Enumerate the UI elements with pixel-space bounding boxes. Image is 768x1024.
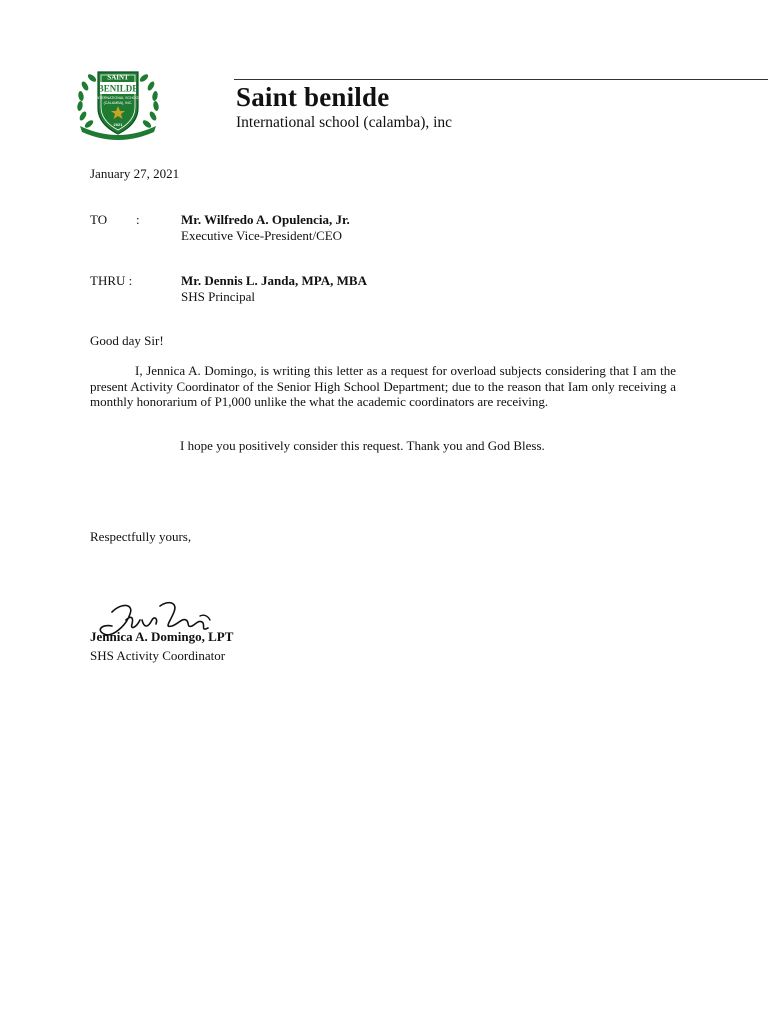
greeting: Good day Sir!: [90, 333, 164, 348]
complimentary-close: Respectfully yours,: [90, 529, 192, 544]
thru-label: THRU :: [90, 273, 133, 288]
closing-paragraph: [90, 438, 545, 454]
recipient-title: Executive Vice-President/CEO: [181, 228, 343, 243]
letterhead: [74, 62, 704, 142]
to-label: TO: [90, 212, 108, 227]
signer-title: SHS Activity Coordinator: [90, 648, 226, 663]
seal-text-place: (CALAMBA), INC.: [103, 101, 133, 105]
seal-text-top: SAINT: [107, 73, 129, 82]
body-paragraph: I, Jennica A. Domingo, is writing this letter as a request for overload subjects considering that I am the present Activity Coordinator of the Senior High School Department; due to the reason that Iam only receiving a monthly honorarium of P1,000 unlike the what the academic coordinators are receiving.: [90, 363, 676, 409]
closing-line: I hope you positively consider this request. Thank you and God Bless.: [180, 438, 545, 453]
thru-title: SHS Principal: [181, 289, 256, 304]
school-name: Saint benilde: [236, 82, 390, 112]
letter-date: January 27, 2021: [90, 166, 180, 181]
thru-name: Mr. Dennis L. Janda, MPA, MBA: [181, 273, 367, 288]
to-colon: :: [136, 212, 140, 227]
seal-year: 2021: [113, 122, 123, 127]
school-seal-logo: [74, 64, 162, 142]
school-subtitle: International school (calamba), inc: [236, 114, 453, 131]
signer-name: Jennica A. Domingo, LPT: [90, 629, 234, 644]
seal-text-main: BENILDE: [97, 83, 139, 94]
seal-text-small: INTERNATIONAL SCHOOL: [95, 96, 141, 100]
recipient-name: Mr. Wilfredo A. Opulencia, Jr.: [181, 212, 350, 227]
header-rule: [234, 79, 768, 80]
